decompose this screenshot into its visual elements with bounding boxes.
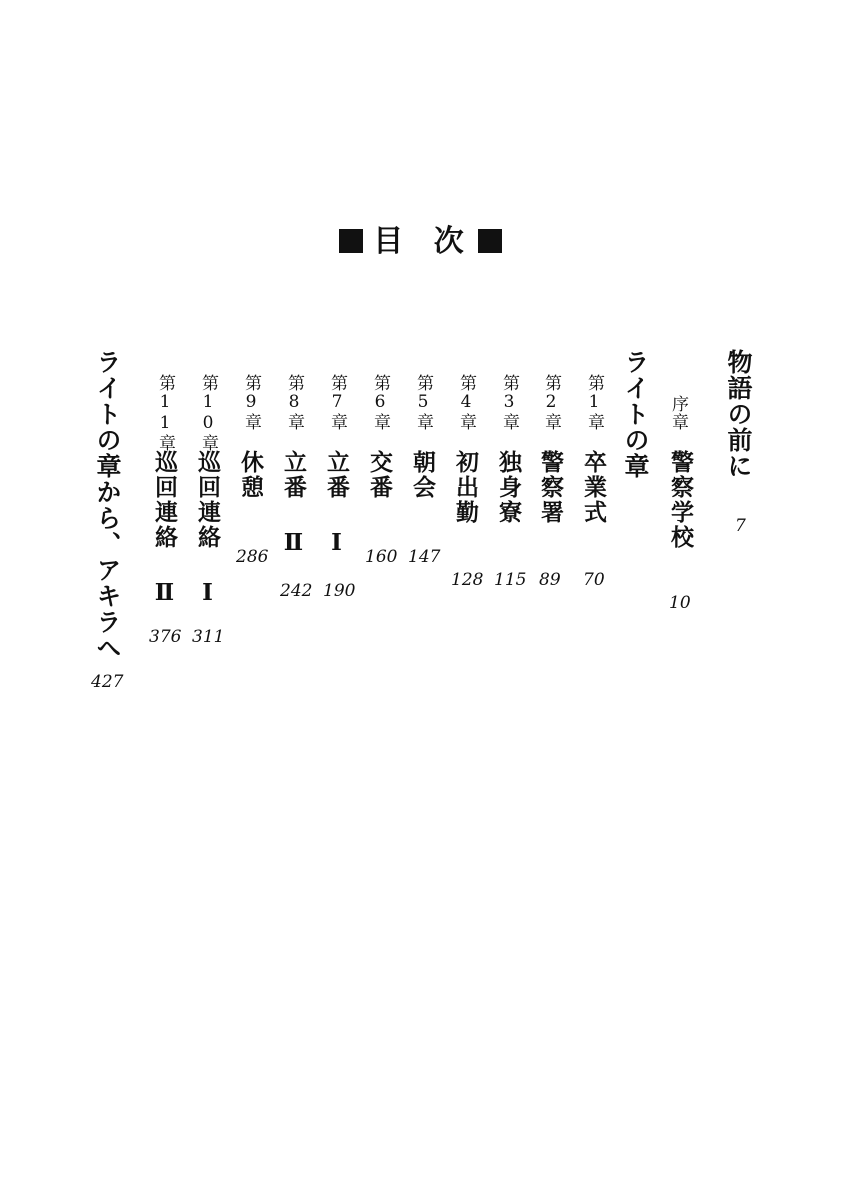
chapter-1-title: 卒業式 xyxy=(580,450,607,525)
preface-label: 序章 xyxy=(668,395,688,431)
prologue-title: 物語の前に xyxy=(724,349,753,479)
chapter-11-page: 376 xyxy=(149,627,182,647)
chapter-10-label: 第10章 xyxy=(198,374,218,452)
chapter-2-label: 第2章 xyxy=(541,374,561,431)
toc-heading xyxy=(0,222,841,262)
chapter-7-page: 190 xyxy=(323,581,356,601)
chapter-8-title: 立番 Ⅱ xyxy=(280,450,307,558)
chapter-6-page: 160 xyxy=(365,547,398,567)
chapter-5-page: 147 xyxy=(408,547,441,567)
preface-title: 警察学校 xyxy=(667,450,694,550)
chapter-3-title: 独身寮 xyxy=(495,450,522,525)
chapter-11-title: 巡回連絡 Ⅱ xyxy=(151,450,178,608)
chapter-3-label: 第3章 xyxy=(499,374,519,431)
chapter-2-page: 89 xyxy=(539,570,561,590)
chapter-11-label: 第11章 xyxy=(155,374,175,452)
prologue-page: 7 xyxy=(735,516,746,536)
chapter-10-page: 311 xyxy=(192,627,225,647)
black-square-left-icon xyxy=(339,229,363,253)
toc-title: 目 次 xyxy=(373,224,474,259)
chapter-9-label: 第9章 xyxy=(241,374,261,431)
chapter-1-label: 第1章 xyxy=(584,374,604,431)
chapter-8-label: 第8章 xyxy=(284,374,304,431)
chapter-4-page: 128 xyxy=(451,570,484,590)
chapter-7-label: 第7章 xyxy=(327,374,347,431)
chapter-6-label: 第6章 xyxy=(370,374,390,431)
chapter-9-title: 休憩 xyxy=(237,450,264,500)
chapter-4-title: 初出勤 xyxy=(452,450,479,525)
epilogue-page: 427 xyxy=(91,672,124,692)
epilogue-title: ライトの章から、アキラへ xyxy=(93,349,122,661)
chapter-9-page: 286 xyxy=(236,547,269,567)
chapter-8-page: 242 xyxy=(280,581,313,601)
chapter-1-page: 70 xyxy=(583,570,605,590)
chapter-10-title: 巡回連絡 Ⅰ xyxy=(194,450,221,608)
chapter-7-title: 立番 Ⅰ xyxy=(323,450,350,558)
chapter-5-label: 第5章 xyxy=(413,374,433,431)
chapter-4-label: 第4章 xyxy=(456,374,476,431)
preface-page: 10 xyxy=(669,593,691,613)
part1-title: ライトの章 xyxy=(621,349,650,479)
chapter-3-page: 115 xyxy=(494,570,527,590)
chapter-2-title: 警察署 xyxy=(537,450,564,525)
chapter-6-title: 交番 xyxy=(366,450,393,500)
chapter-5-title: 朝会 xyxy=(409,450,436,500)
black-square-right-icon xyxy=(478,229,502,253)
